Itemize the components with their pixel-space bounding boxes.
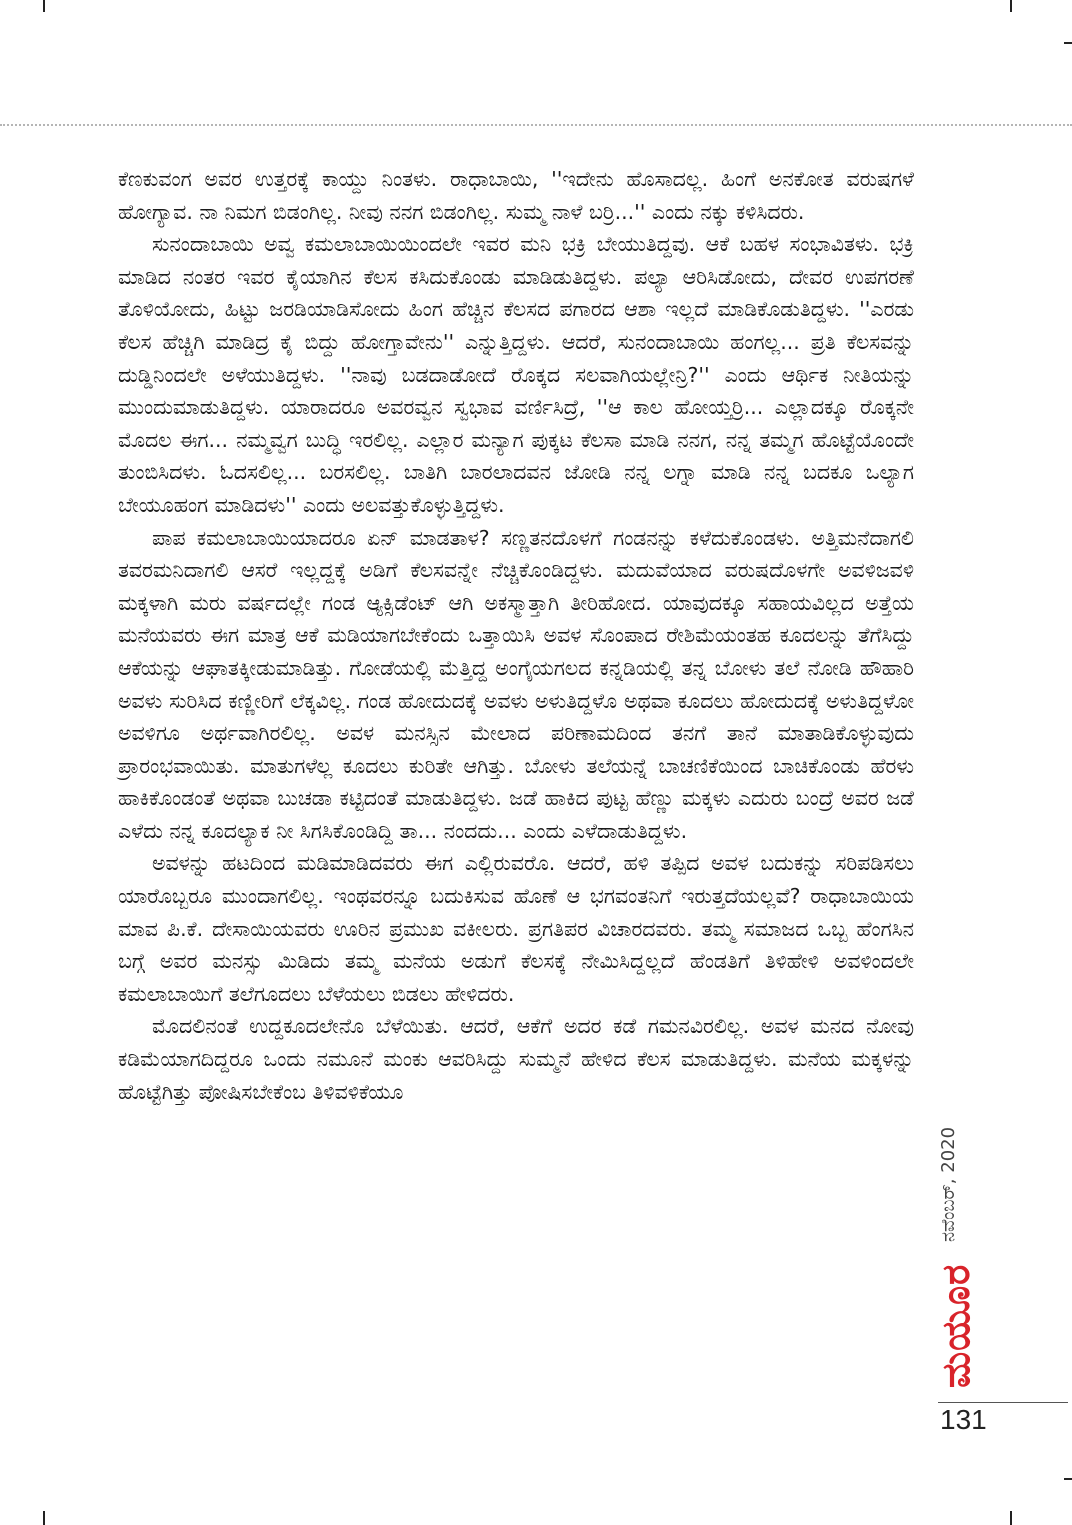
page-number: 131 [940, 1404, 987, 1435]
paragraph-2: ಸುನಂದಾಬಾಯಿ ಅವ್ವ ಕಮಲಾಬಾಯಿಯಿಂದಲೇ ಇವರ ಮನಿ ಭಕ್ರಿ ಬೇಯುತಿದ್ದವು. ಆಕೆ ಬಹಳ ಸಂಭಾವಿತಳು. ಭಕ್ರಿ ಮಾಡಿದ ನಂತರ ಇವರ ಕೈಯಾಗಿನ ಕೆಲಸ ಕಸಿದುಕೊಂಡು ಮಾಡಿಡುತಿದ್ದಳು. ಪಲ್ಯಾ ಆರಿಸಿಡೋದು, ದೇವರ ಉಪಗರಣೆ ತೊಳಿಯೋದು, ಹಿಟ್ಟು ಜರಡಿಯಾಡಿಸೋದು ಹಿಂಗ ಹೆಚ್ಚಿನ ಕೆಲಸದ ಪಗಾರದ ಆಶಾ ಇಲ್ಲದೆ ಮಾಡಿಕೊಡುತಿದ್ದಳು. ''ಎರಡು ಕೆಲಸ ಹೆಚ್ಚಿಗಿ ಮಾಡಿದ್ರ ಕೈ ಬಿದ್ದು ಹೋಗ್ತಾವೇನು'' ಎನ್ನುತ್ತಿದ್ದಳು. ಆದರೆ, ಸುನಂದಾಬಾಯಿ ಹಂಗಲ್ಲ... ಪ್ರತಿ ಕೆಲಸವನ್ನು ದುಡ್ಡಿನಿಂದಲೇ ಅಳೆಯುತಿದ್ದಳು. ''ನಾವು ಬಡದಾಡೋದೆ ರೊಕ್ಕದ ಸಲವಾಗಿಯಲ್ಲೇನ್ರಿ?'' ಎಂದು ಆರ್ಥಿಕ ನೀತಿಯನ್ನು ಮುಂದುಮಾಡುತಿದ್ದಳು. ಯಾರಾದರೂ ಅವರವ್ವನ ಸ್ವಭಾವ ವರ್ಣಿಸಿದ್ರೆ, ''ಆ ಕಾಲ ಹೋಯ್ತರ್ರಿ... ಎಲ್ಲಾದಕ್ಕೂ ರೊಕ್ಕನೇ ಮೊದಲ ಈಗ... ನಮ್ಮವ್ವಗ ಬುದ್ಧಿ ಇರಲಿಲ್ಲ. ಎಲ್ಲಾರ ಮನ್ಯಾಗ ಪುಕ್ಕಟ ಕೆಲಸಾ ಮಾಡಿ ನನಗ, ನನ್ನ ತಮ್ಮಗ ಹೊಟ್ಟೆಯೊಂದೇ ತುಂಬಿಸಿದಳು. ಓದಸಲಿಲ್ಲ... ಬರಸಲಿಲ್ಲ. ಬಾತಿಗಿ ಬಾರಲಾದವನ ಜೋಡಿ ನನ್ನ ಲಗ್ನಾ ಮಾಡಿ ನನ್ನ ಬದಕೂ ಒಲ್ಯಾಗ ಬೇಯೂಹಂಗ ಮಾಡಿದಳು'' ಎಂದು ಅಲವತ್ತುಕೊಳ್ಳುತ್ತಿದ್ದಳು. [118, 232, 914, 517]
crop-mark-right-top [1064, 42, 1072, 44]
crop-mark-top-right [1010, 0, 1012, 12]
paragraph-1: ಕೆಣಕುವಂಗ ಅವರ ಉತ್ತರಕ್ಕೆ ಕಾಯ್ದು ನಿಂತಳು. ರಾಧಾಬಾಯಿ, ''ಇದೇನು ಹೊಸಾದಲ್ಲ. ಹಿಂಗೆ ಅನಕೋತ ವರುಷಗಳೆ ಹೋಗ್ಯಾವ. ನಾ ನಿಮಗ ಬಿಡಂಗಿಲ್ಲ. ನೀವು ನನಗ ಬಿಡಂಗಿಲ್ಲ. ಸುಮ್ಮ ನಾಳೆ ಬರ್ರಿ...'' ಎಂದು ನಕ್ಕು ಕಳಿಸಿದರು. [118, 167, 914, 224]
crop-mark-right-bottom [1064, 1478, 1072, 1480]
issue-date: ನವೆಂಬರ್, 2020 [938, 1126, 959, 1242]
page-number-rule [938, 1402, 1068, 1403]
crop-mark-bottom-left [43, 1511, 45, 1525]
crop-mark-bottom-right [1010, 1511, 1012, 1525]
paragraph-5: ಮೊದಲಿನಂತೆ ಉದ್ದಕೂದಲೇನೊ ಬೆಳೆಯಿತು. ಆದರೆ, ಆಕೆಗೆ ಅದರ ಕಡೆ ಗಮನವಿರಲಿಲ್ಲ. ಅವಳ ಮನದ ನೋವು ಕಡಿಮೆಯಾಗದಿದ್ದರೂ ಒಂದು ನಮೂನೆ ಮಂಕು ಆವರಿಸಿದ್ದು ಸುಮ್ಮನೆ ಹೇಳಿದ ಕೆಲಸ ಮಾಡುತಿದ್ದಳು. ಮನೆಯ ಮಕ್ಕಳನ್ನು ಹೊಟ್ಟೆಗಿತ್ತು ಪೋಷಿಸಬೇಕೆಂಬ ತಿಳಿವಳಿಕೆಯೂ [118, 1014, 914, 1104]
magazine-logo: ಮಯೂರ [934, 1263, 978, 1389]
article-body [118, 163, 914, 1108]
paragraph-3: ಪಾಪ ಕಮಲಾಬಾಯಿಯಾದರೂ ಏನ್ ಮಾಡತಾಳ? ಸಣ್ಣತನದೊಳಗೆ ಗಂಡನನ್ನು ಕಳೆದುಕೊಂಡಳು. ಅತ್ತಿಮನೆದಾಗಲಿ ತವರಮನಿದಾಗಲಿ ಆಸರೆ ಇಲ್ಲದ್ದಕ್ಕೆ ಅಡಿಗೆ ಕೆಲಸವನ್ನೇ ನೆಚ್ಚಿಕೊಂಡಿದ್ದಳು. ಮದುವೆಯಾದ ವರುಷದೊಳಗೇ ಅವಳಿಜವಳಿ ಮಕ್ಕಳಾಗಿ ಮರು ವರ್ಷದಲ್ಲೇ ಗಂಡ ಆ್ಯಕ್ಸಿಡೆಂಟ್ ಆಗಿ ಅಕಸ್ಮಾತ್ತಾಗಿ ತೀರಿಹೋದ. ಯಾವುದಕ್ಕೂ ಸಹಾಯವಿಲ್ಲದ ಅತ್ತೆಯ ಮನೆಯವರು ಈಗ ಮಾತ್ರ ಆಕೆ ಮಡಿಯಾಗಬೇಕೆಂದು ಒತ್ತಾಯಿಸಿ ಅವಳ ಸೊಂಪಾದ ರೇಶಿಮೆಯಂತಹ ಕೂದಲನ್ನು ತೆಗೆಸಿದ್ದು ಆಕೆಯನ್ನು ಆಘಾತಕ್ಕೀಡುಮಾಡಿತ್ತು. ಗೋಡೆಯಲ್ಲಿ ಮೆತ್ತಿದ್ದ ಅಂಗೈಯಗಲದ ಕನ್ನಡಿಯಲ್ಲಿ ತನ್ನ ಬೋಳು ತಲೆ ನೋಡಿ ಹೌಹಾರಿ ಅವಳು ಸುರಿಸಿದ ಕಣ್ಣೀರಿಗೆ ಲೆಕ್ಕವಿಲ್ಲ. ಗಂಡ ಹೋದುದಕ್ಕೆ ಅವಳು ಅಳುತಿದ್ದಳೊ ಅಥವಾ ಕೂದಲು ಹೋದುದಕ್ಕೆ ಅಳುತಿದ್ದಳೋ ಅವಳಿಗೂ ಅರ್ಥವಾಗಿರಲಿಲ್ಲ. ಅವಳ ಮನಸ್ಸಿನ ಮೇಲಾದ ಪರಿಣಾಮದಿಂದ ತನಗೆ ತಾನೆ ಮಾತಾಡಿಕೊಳ್ಳುವುದು ಪ್ರಾರಂಭವಾಯಿತು. ಮಾತುಗಳೆಲ್ಲ ಕೂದಲು ಕುರಿತೇ ಆಗಿತ್ತು. ಬೋಳು ತಲೆಯನ್ನೆ ಬಾಚಣಿಕೆಯಿಂದ ಬಾಚಿಕೊಂಡು ಹೆರಳು ಹಾಕಿಕೊಂಡಂತೆ ಅಥವಾ ಬುಚಡಾ ಕಟ್ಟಿದಂತೆ ಮಾಡುತಿದ್ದಳು. ಜಡೆ ಹಾಕಿದ ಪುಟ್ಟ ಹೆಣ್ಣು ಮಕ್ಕಳು ಎದುರು ಬಂದ್ರೆ ಅವರ ಜಡೆ ಎಳೆದು ನನ್ನ ಕೂದಲ್ಯಾಕ ನೀ ಸಿಗಸಿಕೊಂಡಿದ್ದಿ ತಾ... ನಂದದು... ಎಂದು ಎಳೆದಾಡುತಿದ್ದಳು. [118, 525, 914, 843]
header-dotted-rule [0, 124, 1072, 126]
paragraph-4: ಅವಳನ್ನು ಹಟದಿಂದ ಮಡಿಮಾಡಿದವರು ಈಗ ಎಲ್ಲಿರುವರೊ. ಆದರೆ, ಹಳಿ ತಪ್ಪಿದ ಅವಳ ಬದುಕನ್ನು ಸರಿಪಡಿಸಲು ಯಾರೊಬ್ಬರೂ ಮುಂದಾಗಲಿಲ್ಲ. ಇಂಥವರನ್ನೂ ಬದುಕಿಸುವ ಹೊಣೆ ಆ ಭಗವಂತನಿಗೆ ಇರುತ್ತದೆಯಲ್ಲವೆ? ರಾಧಾಬಾಯಿಯ ಮಾವ ಪಿ.ಕೆ. ದೇಸಾಯಿಯವರು ಊರಿನ ಪ್ರಮುಖ ವಕೀಲರು. ಪ್ರಗತಿಪರ ವಿಚಾರದವರು. ತಮ್ಮ ಸಮಾಜದ ಒಬ್ಬ ಹೆಂಗಸಿನ ಬಗ್ಗೆ ಅವರ ಮನಸ್ಸು ಮಿಡಿದು ತಮ್ಮ ಮನೆಯ ಅಡುಗೆ ಕೆಲಸಕ್ಕೆ ನೇಮಿಸಿದ್ದಲ್ಲದೆ ಹೆಂಡತಿಗೆ ತಿಳಿಹೇಳಿ ಅವಳಿಂದಲೇ ಕಮಲಾಬಾಯಿಗೆ ತಲೆಗೂದಲು ಬೆಳೆಯಲು ಬಿಡಲು ಹೇಳಿದರು. [118, 851, 914, 1006]
crop-mark-top-left [43, 0, 45, 12]
